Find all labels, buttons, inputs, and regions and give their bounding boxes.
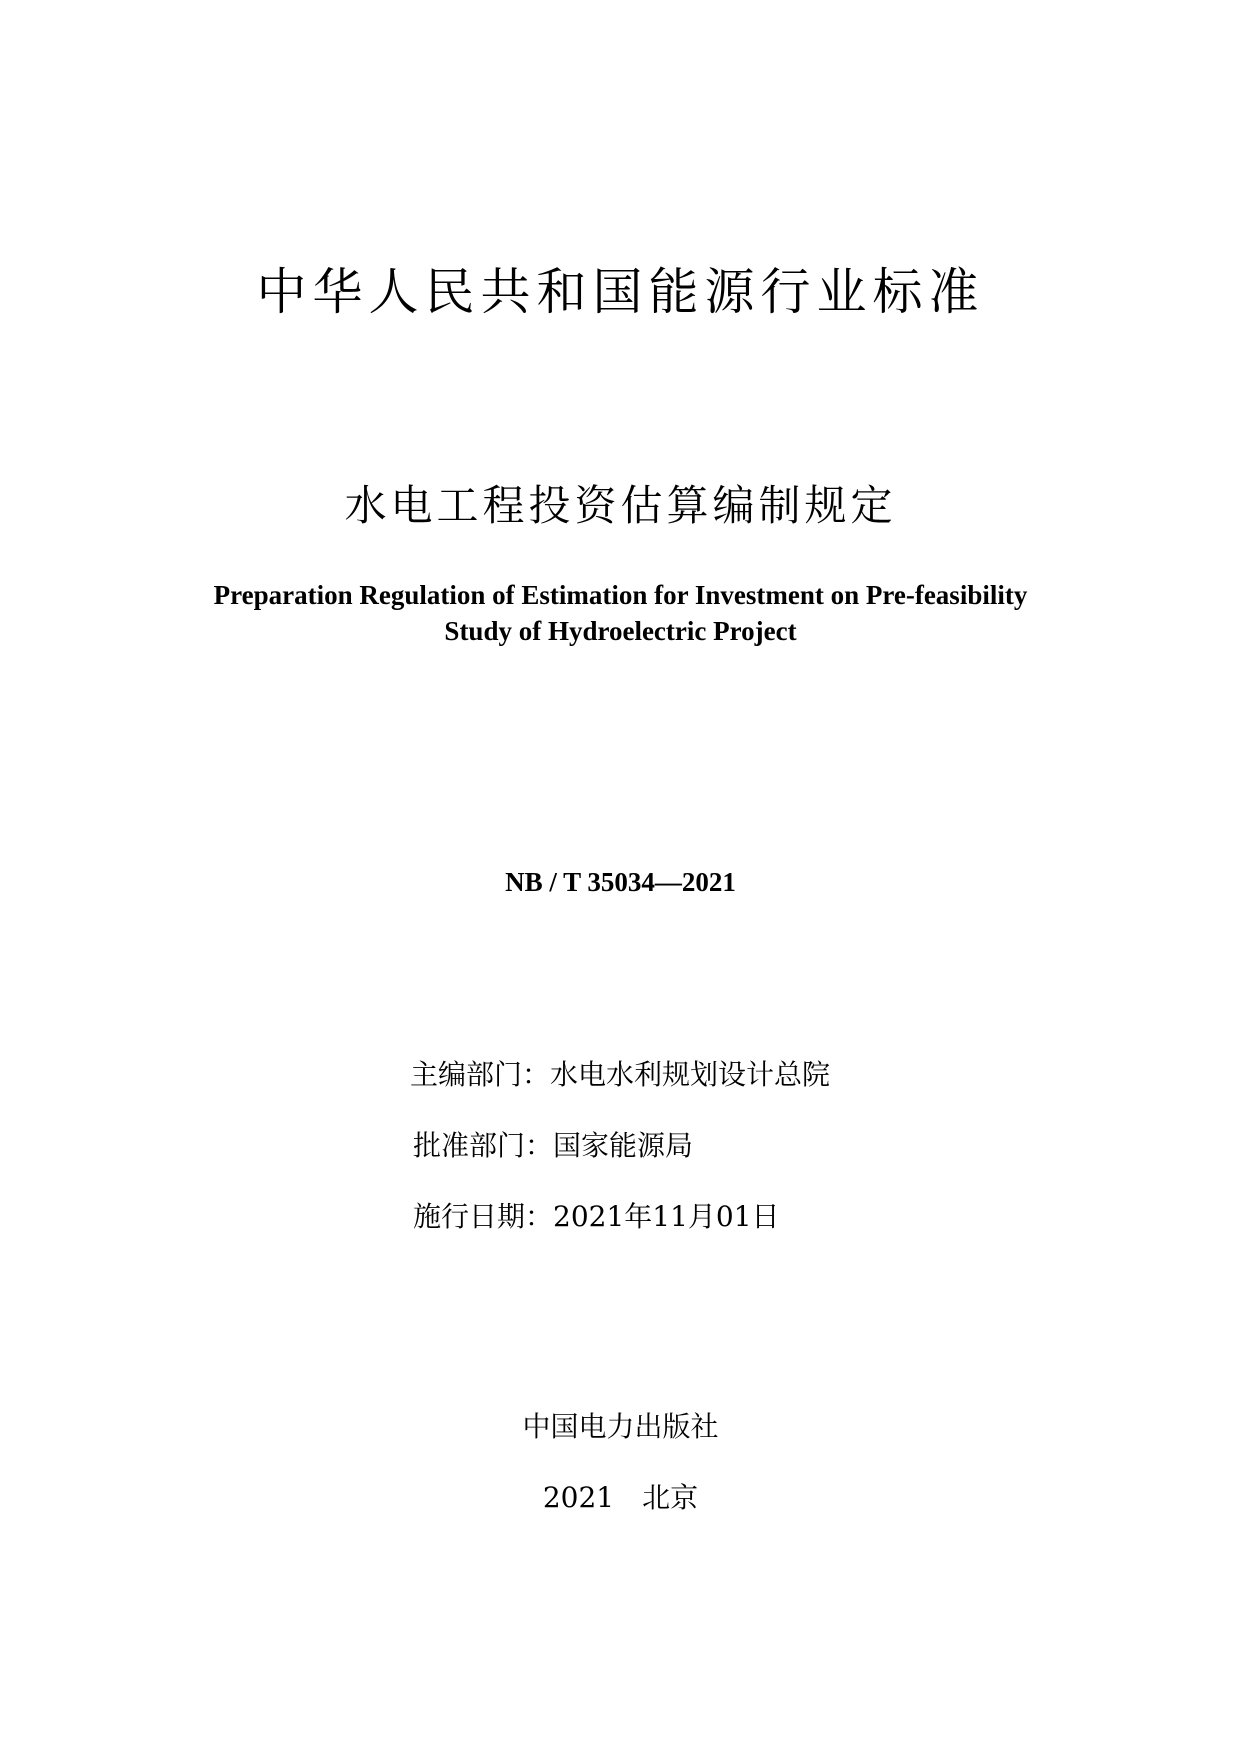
publication-year: 2021 <box>542 1481 615 1514</box>
standard-code: NB / T 35034—2021 <box>505 867 736 897</box>
publisher: 中国电力出版社 <box>522 1410 719 1443</box>
effective-date: 施行日期：2021年11月01日 <box>413 1200 780 1233</box>
approver-department: 批准部门：国家能源局 <box>413 1129 694 1162</box>
title-english-line-1: Preparation Regulation of Estimation for Investment on Pre-feasibility <box>213 580 1028 610</box>
publication-city: 北京 <box>642 1481 699 1514</box>
title-chinese: 水电工程投资估算编制规定 <box>344 481 897 530</box>
standard-category: 中华人民共和国能源行业标准 <box>256 263 985 321</box>
publication-place <box>0 1480 1241 1516</box>
title-english-line-2: Study of Hydroelectric Project <box>444 616 797 646</box>
editor-department: 主编部门：水电水利规划设计总院 <box>410 1058 831 1091</box>
